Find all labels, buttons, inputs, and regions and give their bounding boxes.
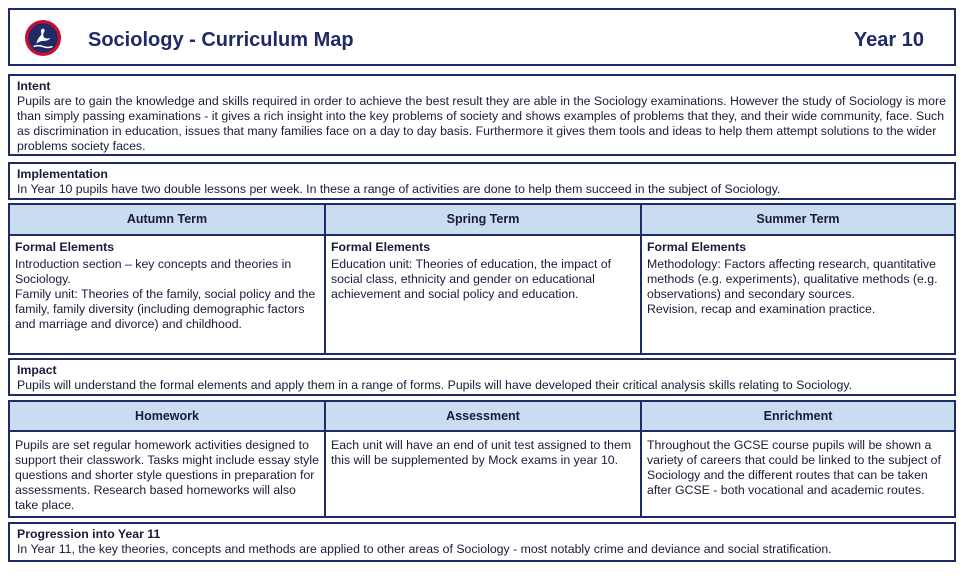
homework-column (10, 402, 326, 516)
spring-term-header: Spring Term (326, 205, 640, 236)
homework-header: Homework (10, 402, 324, 432)
implementation-section (8, 162, 956, 200)
title-bar (8, 8, 956, 66)
autumn-term-column (10, 205, 326, 353)
year-label: Year 10 (853, 29, 924, 51)
terms-grid (8, 203, 956, 355)
summer-term-cell (642, 236, 954, 321)
summer-formal-elements-heading: Formal Elements (647, 240, 747, 254)
homework-text: Pupils are set regular homework activities designed to support their classwork. Tasks might include essay style questions and shorter style questions in preparation for assessments. Research based homeworks will also take place. (15, 438, 319, 512)
intent-section (8, 74, 956, 156)
progression-heading: Progression into Year 11 (17, 527, 161, 541)
enrichment-header: Enrichment (642, 402, 954, 432)
progression-text: In Year 11, the key theories, concepts and methods are applied to other areas of Sociology - most notably crime and deviance and social stratification. (17, 542, 832, 556)
progression-section (8, 522, 956, 562)
enrichment-column (642, 402, 954, 516)
summer-term-header: Summer Term (642, 205, 954, 236)
extras-grid (8, 400, 956, 518)
intent-text: Pupils are to gain the knowledge and skills required in order to achieve the best result they are able in the Sociology examinations. However the study of Sociology is more than simply passing examinations - it gives a rich insight into the key problems of society and shows examples of problems that they, and their wide community, face. Such as discrimination in education, issues that many families face on a day to day basis. Furthermore it gives them tools and ideas to help them attempt solutions to the wider problems society faces. (17, 94, 946, 153)
spring-term-text: Education unit: Theories of education, the impact of social class, ethnicity and gender on educational achievement and social policy and education. (331, 257, 612, 301)
autumn-term-cell (10, 236, 324, 336)
implementation-heading: Implementation (17, 167, 108, 181)
impact-heading: Impact (17, 363, 57, 377)
impact-text: Pupils will understand the formal elements and apply them in a range of forms. Pupils will have developed their critical analysis skills relating to Sociology. (17, 378, 853, 392)
autumn-term-header: Autumn Term (10, 205, 324, 236)
summer-term-text: Methodology: Factors affecting research, quantitative methods (e.g. experiments), qualitative methods (e.g. observations) and secondary sources. Revision, recap and examination practice. (647, 257, 938, 316)
enrichment-text: Throughout the GCSE course pupils will be shown a variety of careers that could be linked to the subject of Sociology and the different routes that can be taken after GCSE - both vocational and academic routes. (647, 438, 941, 497)
page-title: Sociology - Curriculum Map (88, 29, 354, 51)
implementation-text: In Year 10 pupils have two double lessons per week. In these a range of activities are done to help them succeed in the subject of Sociology. (17, 182, 781, 196)
assessment-column (326, 402, 642, 516)
spring-term-column (326, 205, 642, 353)
assessment-text: Each unit will have an end of unit test assigned to them this will be supplemented by Mock exams in year 10. (331, 438, 632, 467)
impact-section (8, 358, 956, 396)
autumn-formal-elements-heading: Formal Elements (15, 240, 115, 254)
assessment-header: Assessment (326, 402, 640, 432)
spring-term-cell (326, 236, 640, 306)
autumn-term-text: Introduction section – key concepts and theories in Sociology. Family unit: Theories of the family, social policy and the family, family diversity (including demographic factors and marriage and divorce) and childhood. (15, 257, 316, 331)
intent-heading: Intent (17, 79, 51, 93)
summer-term-column (642, 205, 954, 353)
school-crest-logo (24, 19, 62, 57)
spring-formal-elements-heading: Formal Elements (331, 240, 431, 254)
